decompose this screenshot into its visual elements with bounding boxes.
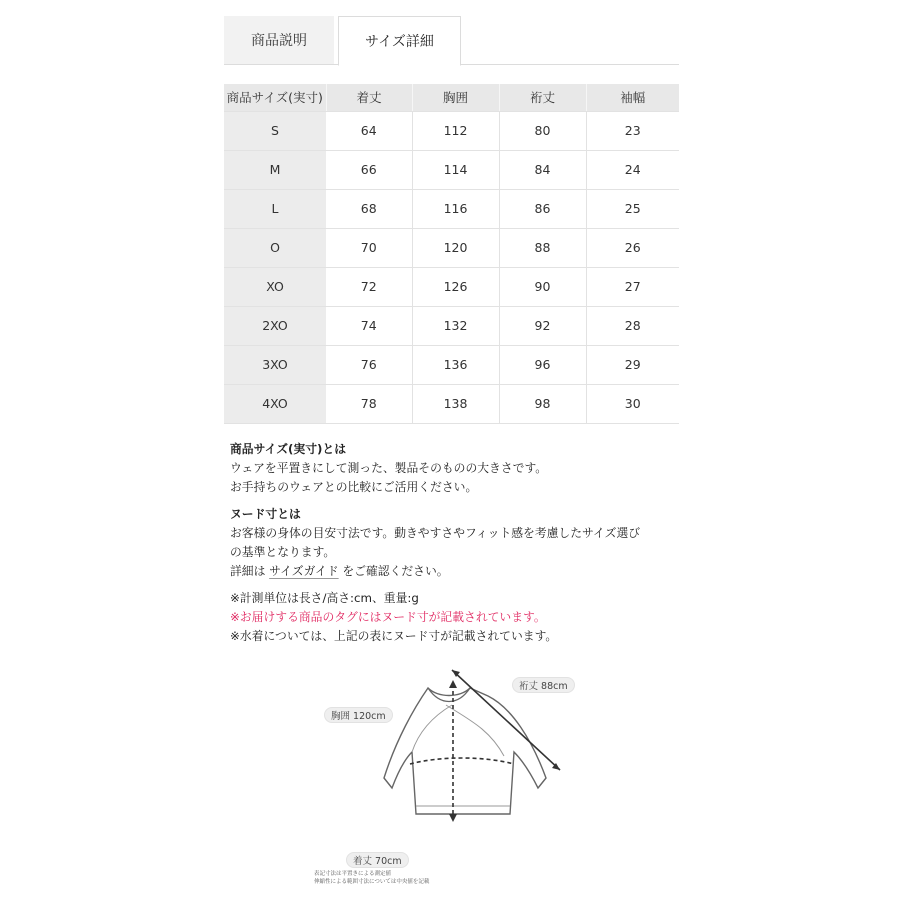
table-cell: 116 — [412, 189, 499, 228]
table-cell: 126 — [412, 267, 499, 306]
table-cell: 26 — [586, 228, 679, 267]
detail-prefix: 詳細は — [230, 564, 266, 578]
table-cell: 114 — [412, 150, 499, 189]
garment-outline — [384, 688, 546, 814]
table-cell: 28 — [586, 306, 679, 345]
size-cell: XO — [224, 267, 326, 306]
table-cell: 120 — [412, 228, 499, 267]
table-row — [224, 267, 679, 306]
garment-measurement-diagram — [300, 660, 600, 900]
table-cell: 64 — [326, 111, 412, 150]
tag-warning-note: ※お届けする商品のタグにはヌード寸が記載されています。 — [230, 610, 546, 624]
remarks-section — [230, 589, 680, 646]
sweatshirt-illustration — [300, 660, 600, 900]
table-cell: 98 — [499, 384, 586, 423]
table-cell: 72 — [326, 267, 412, 306]
column-header-length: 着丈 — [326, 84, 412, 111]
nude-size-heading: ヌード寸とは — [230, 507, 301, 521]
table-row — [224, 306, 679, 345]
table-row — [224, 189, 679, 228]
table-cell: 27 — [586, 267, 679, 306]
size-cell: 4XO — [224, 384, 326, 423]
size-guide-line — [230, 562, 680, 581]
table-cell: 96 — [499, 345, 586, 384]
actual-size-section — [230, 440, 680, 497]
table-cell: 136 — [412, 345, 499, 384]
tab-product-description[interactable]: 商品説明 — [224, 16, 334, 65]
footnote-line: 伸縮性による範囲寸法については中央値を記載 — [314, 879, 430, 885]
actual-size-text: お手持ちのウェアとの比較にご活用ください。 — [230, 480, 478, 494]
arrow-head-icon — [449, 680, 457, 688]
table-cell: 88 — [499, 228, 586, 267]
unit-note: ※計測単位は長さ/高さ:cm、重量:g — [230, 591, 419, 605]
table-cell: 92 — [499, 306, 586, 345]
table-header-row — [224, 84, 679, 111]
table-cell: 78 — [326, 384, 412, 423]
sleeve-length-label: 裄丈 88cm — [512, 677, 575, 693]
table-cell: 112 — [412, 111, 499, 150]
column-header-sleeve-width: 袖幅 — [586, 84, 679, 111]
table-cell: 86 — [499, 189, 586, 228]
table-cell: 66 — [326, 150, 412, 189]
table-cell: 30 — [586, 384, 679, 423]
size-notes — [230, 440, 680, 654]
size-cell: L — [224, 189, 326, 228]
nude-size-text: お客様の身体の目安寸法です。動きやすさやフィット感を考慮したサイズ選び — [230, 526, 641, 540]
table-row — [224, 111, 679, 150]
table-cell: 132 — [412, 306, 499, 345]
column-header-sleeve-length: 裄丈 — [499, 84, 586, 111]
table-row — [224, 345, 679, 384]
table-cell: 84 — [499, 150, 586, 189]
table-cell: 68 — [326, 189, 412, 228]
table-cell: 25 — [586, 189, 679, 228]
table-cell: 29 — [586, 345, 679, 384]
table-cell: 90 — [499, 267, 586, 306]
measurement-footnote — [314, 870, 429, 886]
table-cell: 138 — [412, 384, 499, 423]
table-cell: 70 — [326, 228, 412, 267]
size-guide-link[interactable]: サイズガイド — [269, 564, 339, 578]
size-cell: S — [224, 111, 326, 150]
table-cell: 23 — [586, 111, 679, 150]
size-cell: 2XO — [224, 306, 326, 345]
table-row — [224, 384, 679, 423]
table-row — [224, 228, 679, 267]
tab-size-details[interactable]: サイズ詳細 — [338, 16, 461, 66]
tab-bar — [224, 16, 679, 65]
nude-size-section — [230, 505, 680, 581]
swimwear-note: ※水着については、上記の表にヌード寸が記載されています。 — [230, 629, 558, 643]
actual-size-text: ウェアを平置きにして測った、製品そのものの大きさです。 — [230, 461, 548, 475]
table-cell: 80 — [499, 111, 586, 150]
size-cell: 3XO — [224, 345, 326, 384]
table-row — [224, 150, 679, 189]
column-header-size: 商品サイズ(実寸) — [224, 84, 326, 111]
arrow-head-icon — [449, 814, 457, 822]
detail-suffix: をご確認ください。 — [342, 564, 449, 578]
column-header-chest: 胸囲 — [412, 84, 499, 111]
nude-size-text: の基準となります。 — [230, 545, 336, 559]
actual-size-heading: 商品サイズ(実寸)とは — [230, 442, 347, 456]
size-cell: O — [224, 228, 326, 267]
table-cell: 74 — [326, 306, 412, 345]
table-cell: 24 — [586, 150, 679, 189]
footnote-line: 表記寸法は平置きによる測定値 — [314, 871, 392, 877]
length-label: 着丈 70cm — [346, 852, 409, 868]
size-cell: M — [224, 150, 326, 189]
table-cell: 76 — [326, 345, 412, 384]
size-table — [224, 84, 679, 424]
chest-label: 胸囲 120cm — [324, 707, 393, 723]
